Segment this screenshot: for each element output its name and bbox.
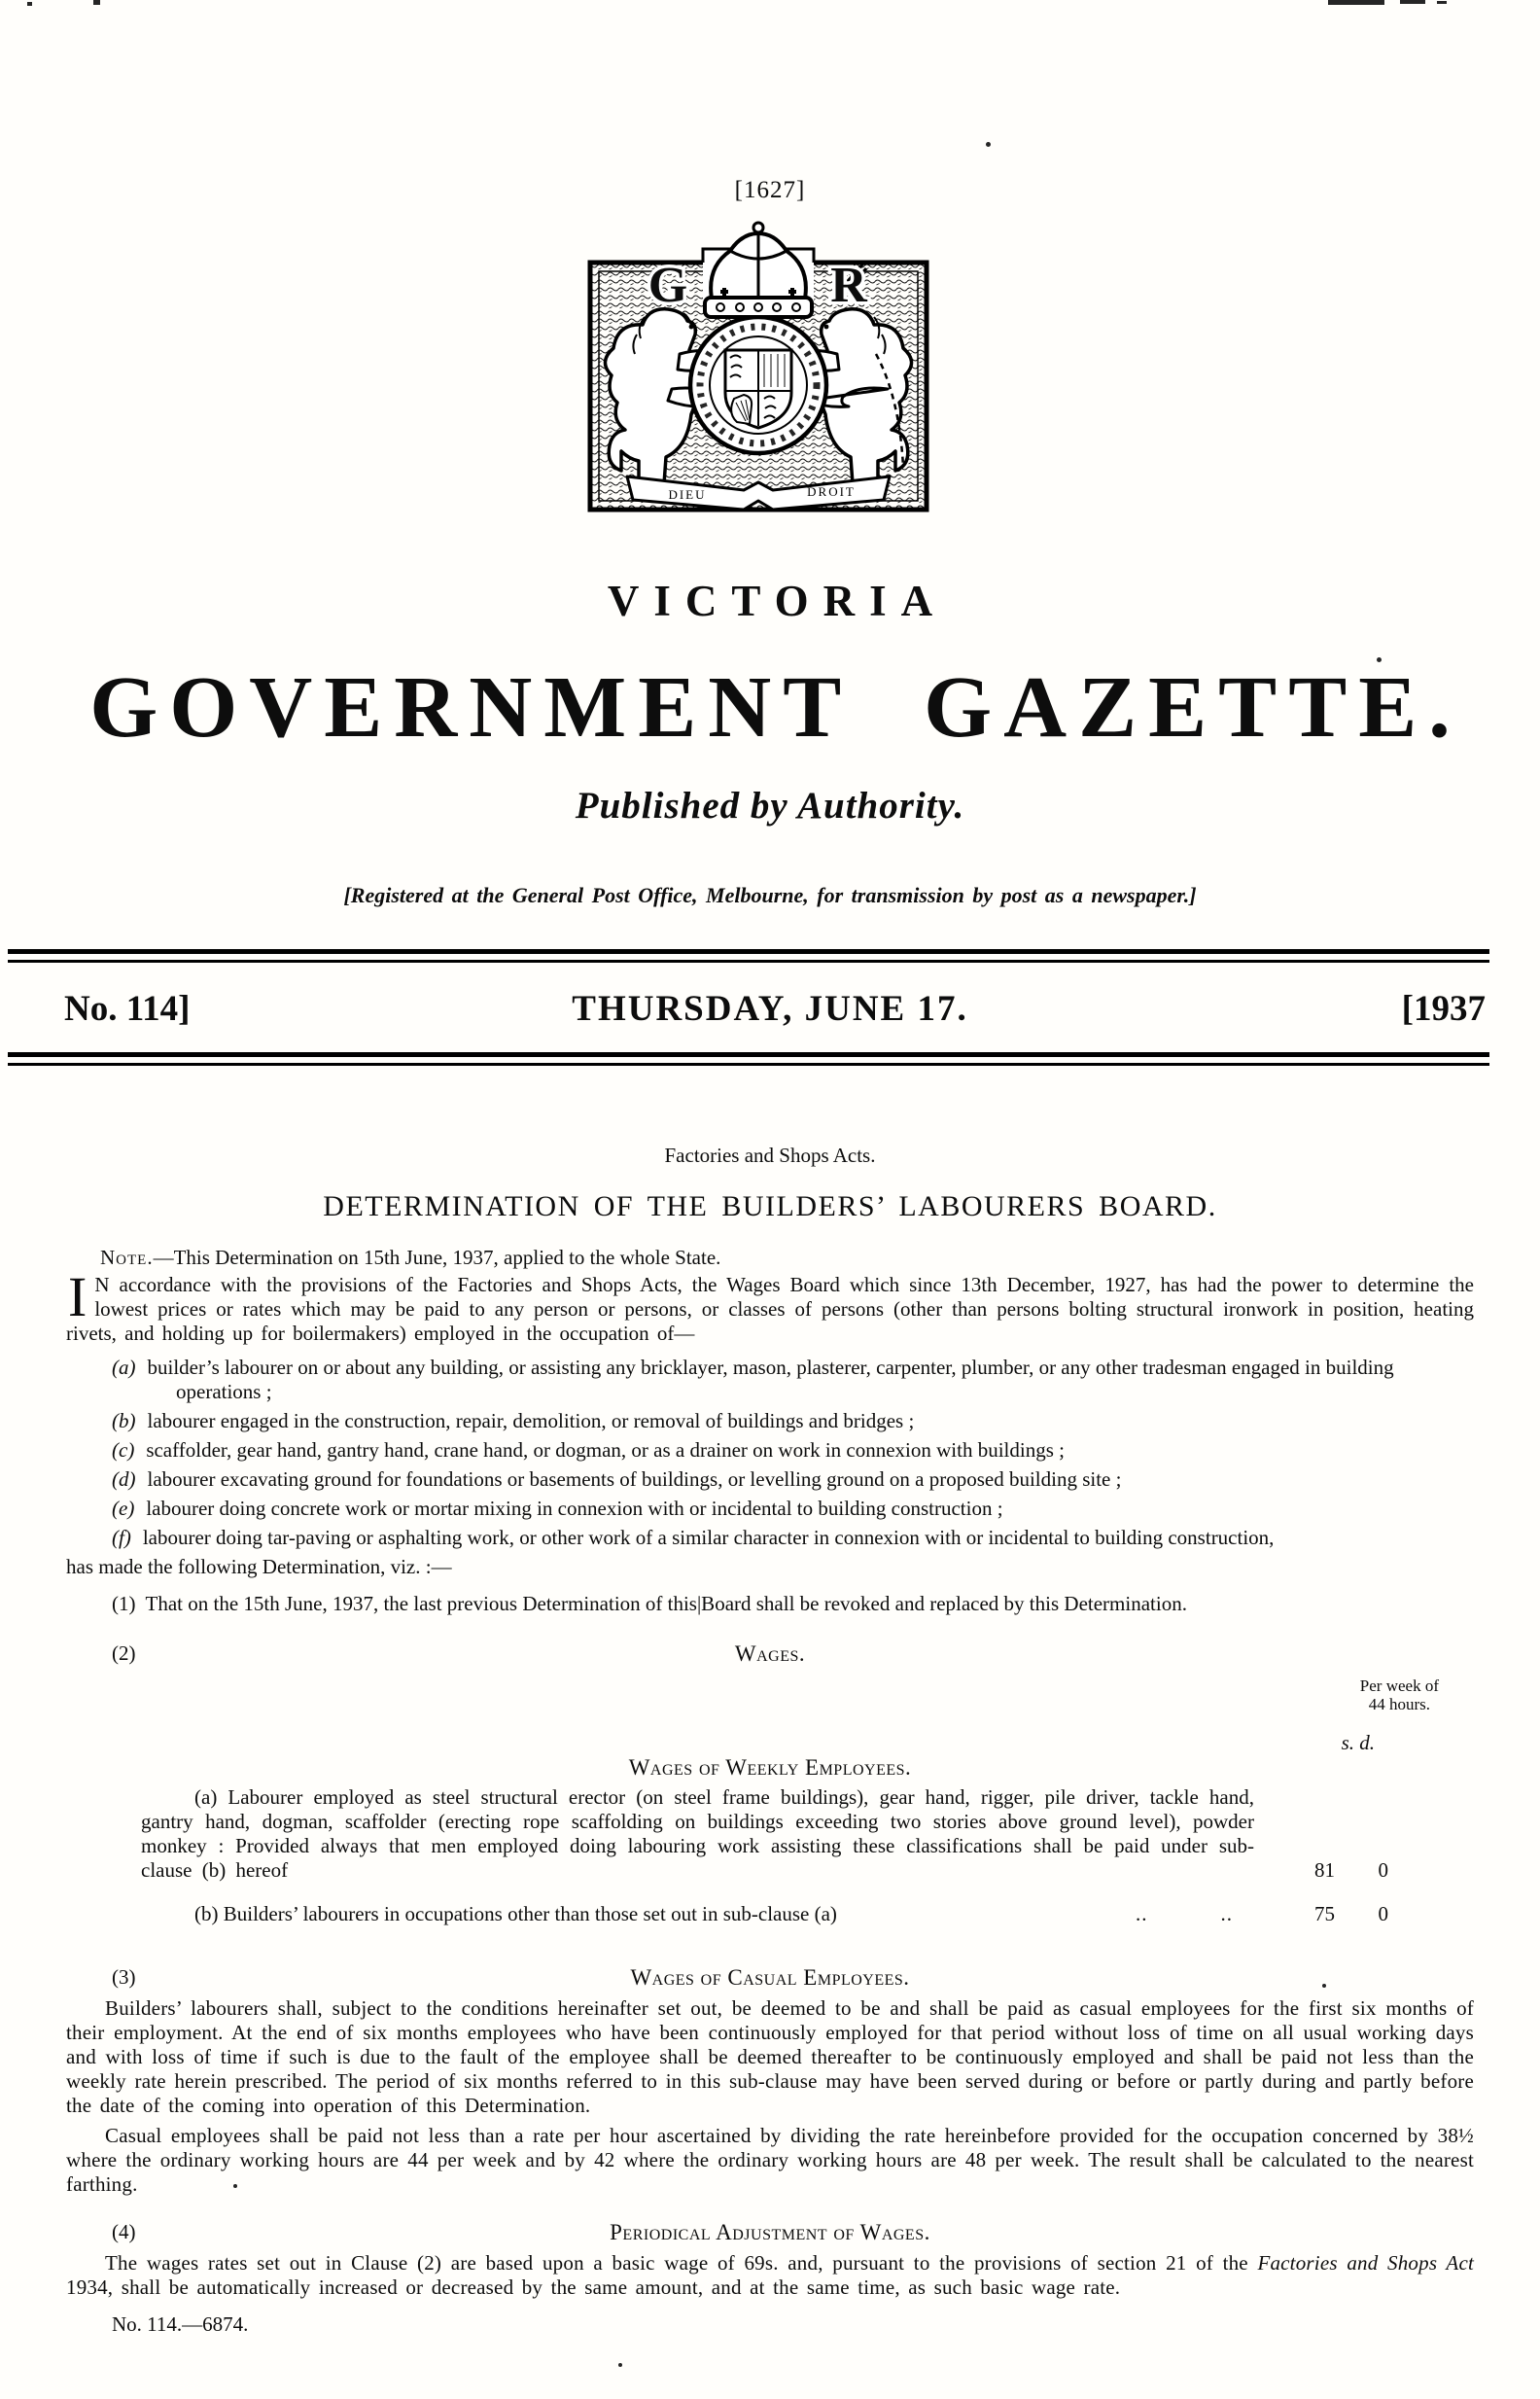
rate-units: s. d. bbox=[1341, 1731, 1375, 1754]
royal-coat-of-arms bbox=[586, 208, 930, 517]
document-title: DETERMINATION OF THE BUILDERS’ LABOURERS BOARD. bbox=[323, 1190, 1217, 1222]
rate-header-line-2: 44 hours. bbox=[1368, 1695, 1431, 1713]
note-line bbox=[100, 1246, 1474, 1270]
occupation-item-d bbox=[112, 1467, 1474, 1492]
motto-left: DIEU bbox=[668, 487, 707, 502]
garter-shield bbox=[690, 317, 826, 453]
masthead-authority-line: Published by Authority. bbox=[575, 785, 965, 827]
note-text: —This Determination on 15th June, 1937, applied to the whole State. bbox=[153, 1246, 721, 1269]
rate-header-line-1: Per week of bbox=[1359, 1676, 1439, 1695]
rate-pence: 0 bbox=[1378, 1902, 1388, 1925]
adjustment-text-before: The wages rates set out in Clause (2) are based upon a basic wage of 69s. and, pursuant to the provisions of section 21 of the bbox=[105, 2251, 1258, 2275]
scan-artifact bbox=[1400, 0, 1425, 4]
wage-rate bbox=[1314, 1858, 1388, 1883]
scan-artifact bbox=[986, 142, 991, 147]
scan-artifact bbox=[1328, 0, 1384, 5]
rate-shillings: 81 bbox=[1314, 1858, 1335, 1882]
adjustment-paragraph bbox=[66, 2251, 1474, 2300]
clause-4-number: (4) bbox=[112, 2220, 136, 2243]
note-label: Note. bbox=[100, 1246, 154, 1269]
casual-employees-paragraph-1: Builders’ labourers shall, subject to the conditions hereinafter set out, be deemed to be and shall be paid as casual employees for the first six months of their employment. At the end of six months employees who have been continuously employed for that period without loss of time on all usual working days and with loss of time if such is due to the fault of the employee shall be deemed thereafter to be continuously employed and shall be paid not less than the weekly rate herein prescribed. The period of six months referred to in this sub-clause may have been served during or before or partly during and partly before the date of the coming into operation of this Determination. bbox=[66, 1996, 1474, 2117]
scan-artifact bbox=[618, 2363, 622, 2367]
clause-3-heading: Wages of Casual Employees. bbox=[630, 1965, 910, 1990]
item-label: (b) bbox=[112, 1409, 136, 1432]
wage-item-weekly-b bbox=[66, 1902, 1474, 1926]
dot-leaders: .. .. bbox=[1136, 1902, 1233, 1925]
scan-artifact bbox=[93, 0, 100, 5]
occupation-list bbox=[66, 1356, 1474, 1550]
acts-line: Factories and Shops Acts. bbox=[664, 1144, 876, 1167]
has-made-line: has made the following Determination, viz. :— bbox=[66, 1555, 452, 1578]
occupation-item-e bbox=[112, 1497, 1474, 1521]
motto-right: DROIT bbox=[807, 484, 856, 499]
act-name-italic: Factories and Shops Act bbox=[1257, 2251, 1475, 2275]
document-body bbox=[66, 1128, 1474, 2337]
footer-issue-number: No. 114.—6874. bbox=[112, 2312, 249, 2336]
item-text: builder’s labourer on or about any building, or assisting any bricklayer, mason, plasterer, carpenter, plumber, or any other tradesman engaged in building operations ; bbox=[147, 1356, 1394, 1403]
drop-cap: I bbox=[68, 1265, 88, 1328]
gazette-number-stamp: [1627] bbox=[734, 177, 806, 203]
item-label: (f) bbox=[112, 1526, 131, 1549]
item-label: (e) bbox=[112, 1497, 135, 1520]
cypher-letter-g: G bbox=[648, 258, 688, 313]
dateline bbox=[0, 988, 1540, 1035]
clause-1-text: That on the 15th June, 1937, the last previous Determination of this|Board shall be revoked and replaced by this Determination. bbox=[145, 1592, 1187, 1615]
clause-4-heading: Periodical Adjustment of Wages. bbox=[610, 2220, 930, 2244]
divider-rule-bottom bbox=[8, 1052, 1489, 1066]
casual-employees-paragraph-2: Casual employees shall be paid not less than a rate per hour ascertained by dividing the rate hereinbefore provided for the occupation concerned by 38½ where the ordinary working hours are 44 per week and by 42 where the ordinary working hours are 48 per week. The result shall be calculated to the nearest farthing. bbox=[66, 2124, 1474, 2196]
masthead-region: VICTORIA bbox=[607, 577, 948, 625]
occupation-item-c bbox=[112, 1438, 1474, 1463]
crown bbox=[703, 223, 814, 317]
clause-2-heading-row bbox=[66, 1641, 1474, 1667]
clause-4-heading-row bbox=[66, 2220, 1474, 2245]
clause-2-heading: Wages. bbox=[734, 1641, 806, 1666]
wage-item-weekly-a bbox=[66, 1785, 1474, 1883]
wage-rate bbox=[1314, 1902, 1388, 1926]
divider-rule-top bbox=[8, 949, 1489, 963]
item-text: labourer doing concrete work or mortar mixing in connexion with or incidental to building construction ; bbox=[146, 1497, 1003, 1520]
issue-date: THURSDAY, JUNE 17. bbox=[572, 989, 968, 1029]
rate-shillings: 75 bbox=[1314, 1902, 1335, 1925]
item-text: labourer doing tar-paving or asphalting work, or other work of a similar character in connexion with or incidental to building construction, bbox=[142, 1526, 1275, 1549]
cypher-letter-r: R bbox=[830, 258, 867, 313]
wage-item-text: (a) Labourer employed as steel structural erector (on steel frame buildings), gear hand, rigger, pile driver, tackle hand, gantry hand, dogman, scaffolder (erecting rope scaffolding on buildings exceeding two stories above ground level), powder monkey : Provided always that men employed doing labouring work assisting these classifications shall be paid under sub-clause (b) hereof bbox=[141, 1785, 1254, 1882]
issue-number: No. 114] bbox=[64, 989, 191, 1029]
occupation-item-a bbox=[112, 1356, 1474, 1404]
occupation-item-f bbox=[112, 1526, 1474, 1550]
rate-column-header bbox=[66, 1676, 1474, 1715]
item-label: (c) bbox=[112, 1438, 135, 1462]
registration-line: [Registered at the General Post Office, Melbourne, for transmission by post as a newspaper.] bbox=[343, 883, 1197, 907]
clause-1-number: (1) bbox=[112, 1592, 136, 1615]
item-label: (a) bbox=[112, 1356, 136, 1379]
wage-item-text: (b) Builders’ labourers in occupations other than those set out in sub-clause (a) bbox=[194, 1902, 837, 1925]
adjustment-text-after: 1934, shall be automatically increased or decreased by the same amount, and at the same time, as such basic wage rate. bbox=[66, 2276, 1121, 2299]
item-text: labourer excavating ground for foundations or basements of buildings, or levelling ground on a proposed building site ; bbox=[147, 1467, 1122, 1491]
masthead-title: GOVERNMENT GAZETTE. bbox=[89, 659, 1462, 756]
weekly-employees-subheading: Wages of Weekly Employees. bbox=[628, 1755, 912, 1780]
clause-1 bbox=[112, 1592, 1474, 1616]
clause-3-heading-row bbox=[66, 1965, 1474, 1991]
scan-artifact bbox=[1437, 1, 1447, 4]
occupation-item-b bbox=[112, 1409, 1474, 1433]
item-text: scaffolder, gear hand, gantry hand, crane hand, or dogman, or as a drainer on work in connexion with buildings ; bbox=[146, 1438, 1065, 1462]
item-text: labourer engaged in the construction, repair, demolition, or removal of buildings and bridges ; bbox=[147, 1409, 915, 1432]
item-label: (d) bbox=[112, 1467, 136, 1491]
intro-text: N accordance with the provisions of the Factories and Shops Acts, the Wages Board which since 13th December, 1927, has had the power to determine the lowest prices or rates which may be paid to any person or persons, or classes of persons (other than persons bolting structural ironwork in position, heating rivets, and holding up for boilermakers) employed in the occupation of— bbox=[66, 1273, 1474, 1345]
scan-artifact bbox=[27, 2, 32, 6]
intro-paragraph bbox=[66, 1265, 1474, 1346]
clause-3-number: (3) bbox=[112, 1965, 136, 1989]
rate-pence: 0 bbox=[1378, 1858, 1388, 1882]
clause-2-number: (2) bbox=[112, 1641, 136, 1665]
issue-year: [1937 bbox=[1401, 989, 1486, 1029]
